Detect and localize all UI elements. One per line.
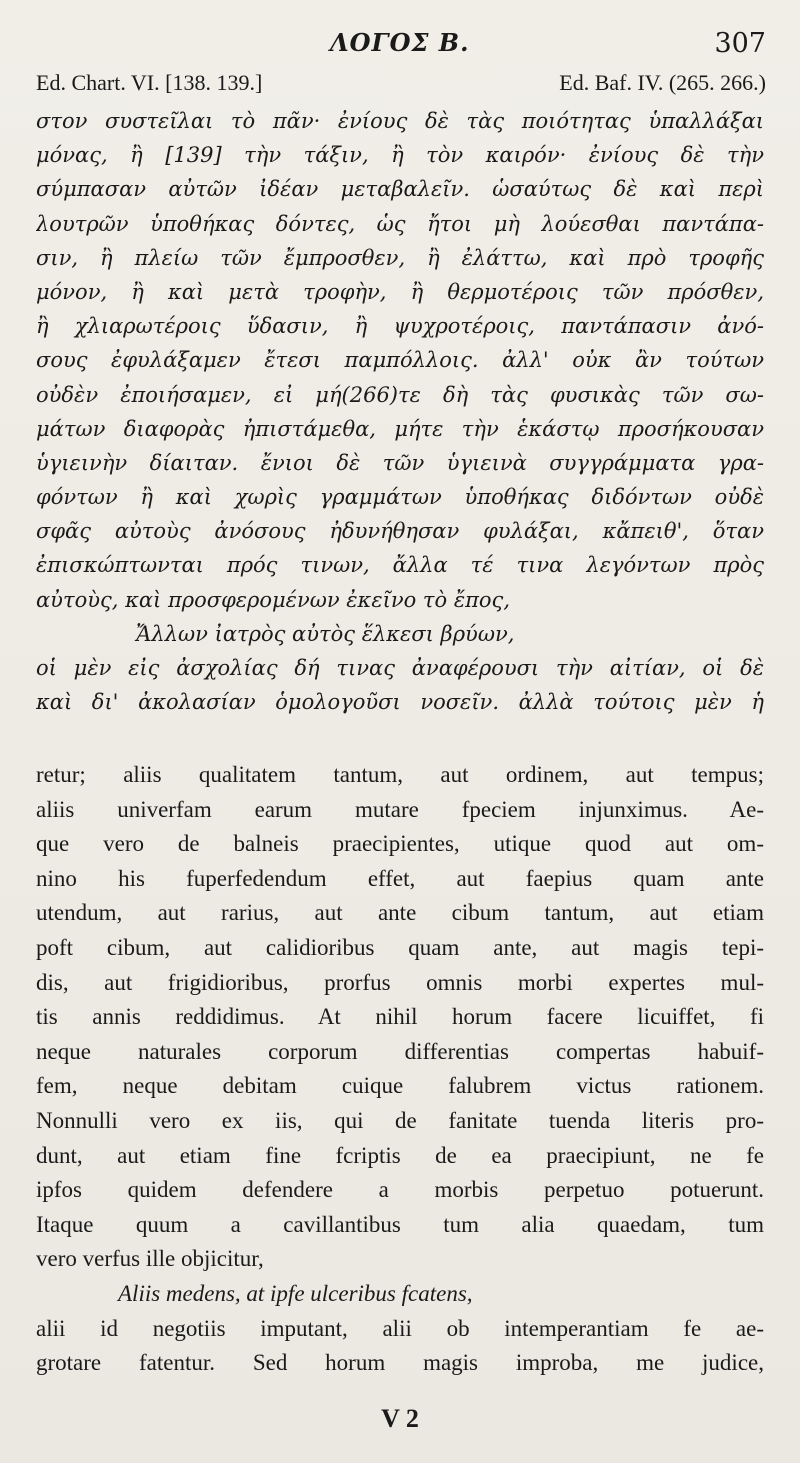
latin-line: fem, neque debitam cuique falubrem victus rationem. (36, 1073, 764, 1099)
latin-line: nino his fuperfedendum effet, aut faepius quam ante (36, 865, 764, 891)
column-separator-space (36, 742, 764, 752)
greek-line: σους ἐφυλάξαμεν ἔτεσι παμπόλλοις. ἀλλ' οὐκ ἂν τούτων (36, 348, 764, 373)
greek-line: λουτρῶν ὑποθήκας δόντες, ὡς ἤτοι μὴ λούεσθαι παντάπα- (36, 211, 764, 236)
latin-line: Nonnulli vero ex iis, qui de fanitate tuenda literis pro- (36, 1107, 764, 1133)
running-title: ΛΟΓΟΣ Β. (330, 28, 470, 57)
edition-references (36, 70, 766, 102)
latin-line: dis, aut frigidioribus, prorfus omnis morbi expertes mul- (36, 969, 764, 995)
running-head (0, 24, 800, 64)
greek-line: στον συστεῖλαι τὸ πᾶν· ἐνίους δὲ τὰς ποιότητας ὑπαλλάξαι (36, 109, 764, 133)
greek-line: αὐτοὺς, καὶ προσφερομένων ἐκεῖνο τὸ ἔπος, (36, 587, 510, 612)
greek-line: σιν, ἢ πλείω τῶν ἔμπροσθεν, ἢ ἐλάττω, καὶ πρὸ τροφῆς (36, 245, 764, 270)
latin-line: grotare fatentur. Sed horum magis improba, me judice, (36, 1350, 764, 1376)
latin-line: poft cibum, aut calidioribus quam ante, aut magis tepi- (36, 934, 764, 960)
greek-line: ὑγιεινὴν δίαιταν. ἔνιοι δὲ τῶν ὑγιεινὰ συγγράμματα γρα- (36, 450, 764, 475)
greek-verse-quote: Ἄλλων ἰατρὸς αὐτὸς ἕλκεσι βρύων, (136, 621, 515, 646)
greek-line: μόνον, ἢ καὶ μετὰ τροφὴν, ἢ θερμοτέροις τῶν πρόσθεν, (36, 279, 764, 304)
latin-line: alii id negotiis imputant, alii ob intemperantiam fe ae- (36, 1315, 764, 1341)
edition-basel-ref: Ed. Baf. IV. (265. 266.) (559, 70, 766, 95)
greek-line: ἐπισκώπτωνται πρός τινων, ἄλλα τέ τινα λεγόντων πρὸς (36, 553, 764, 578)
latin-line: retur; aliis qualitatem tantum, aut ordinem, aut tempus; (36, 762, 764, 787)
greek-text-block (36, 104, 764, 719)
latin-line: tis annis reddidimus. At nihil horum facere licuiffet, fi (36, 1004, 764, 1030)
latin-line: dunt, aut etiam fine fcriptis de ea praecipiunt, ne fe (36, 1142, 764, 1168)
greek-line: καὶ δι' ἀκολασίαν ὁμολογοῦσι νοσεῖν. ἀλλὰ τούτοις μὲν ἡ (36, 690, 764, 715)
latin-line: aliis univerfam earum mutare fpeciem injunximus. Ae- (36, 796, 764, 822)
greek-line: οἱ μὲν εἰς ἀσχολίας δή τινας ἀναφέρουσι τὴν αἰτίαν, οἱ δὲ (36, 656, 764, 680)
edition-chartier-ref: Ed. Chart. VI. [138. 139.] (36, 70, 263, 95)
greek-line: σφᾶς αὐτοὺς ἀνόσους ἠδυνήθησαν φυλάξαι, κἄπειθ', ὅταν (36, 519, 764, 544)
latin-line: neque naturales corporum differentias compertas habuif- (36, 1038, 764, 1064)
greek-line: μόνας, ἢ [139] τὴν τάξιν, ἢ τὸν καιρόν· ἐνίους δὲ τὴν (36, 143, 764, 168)
signature-mark: V 2 (381, 1404, 419, 1433)
greek-line: οὐδὲν ἐποιήσαμεν, εἰ μή(266)τε δὴ τὰς φυσικὰς τῶν σω- (36, 382, 764, 407)
greek-line: σύμπασαν αὐτῶν ἰδέαν μεταβαλεῖν. ὡσαύτως δὲ καὶ περὶ (36, 177, 764, 202)
latin-line: vero verfus ille objicitur, (36, 1246, 264, 1272)
latin-text-block (36, 758, 764, 1381)
latin-line: utendum, aut rarius, aut ante cibum tantum, aut etiam (36, 900, 764, 926)
greek-line: μάτων διαφορὰς ἠπιστάμεθα, μήτε τὴν ἑκάστῳ προσήκουσαν (36, 416, 764, 441)
latin-line: ipfos quidem defendere a morbis perpetuo potuerunt. (36, 1177, 764, 1203)
greek-line: ἢ χλιαρωτέροις ὕδασιν, ἢ ψυχροτέροις, παντάπασιν ἀνό- (36, 314, 764, 339)
greek-line: φόντων ἢ καὶ χωρὶς γραμμάτων ὑποθήκας διδόντων οὐδὲ (36, 485, 764, 510)
latin-verse-quote: Aliis medens, at ipfe ulceribus fcatens, (118, 1280, 473, 1306)
latin-line: Itaque quum a cavillantibus tum alia quaedam, tum (36, 1211, 764, 1237)
latin-line: que vero de balneis praecipientes, utique quod aut om- (36, 831, 764, 857)
page-number: 307 (714, 28, 766, 59)
